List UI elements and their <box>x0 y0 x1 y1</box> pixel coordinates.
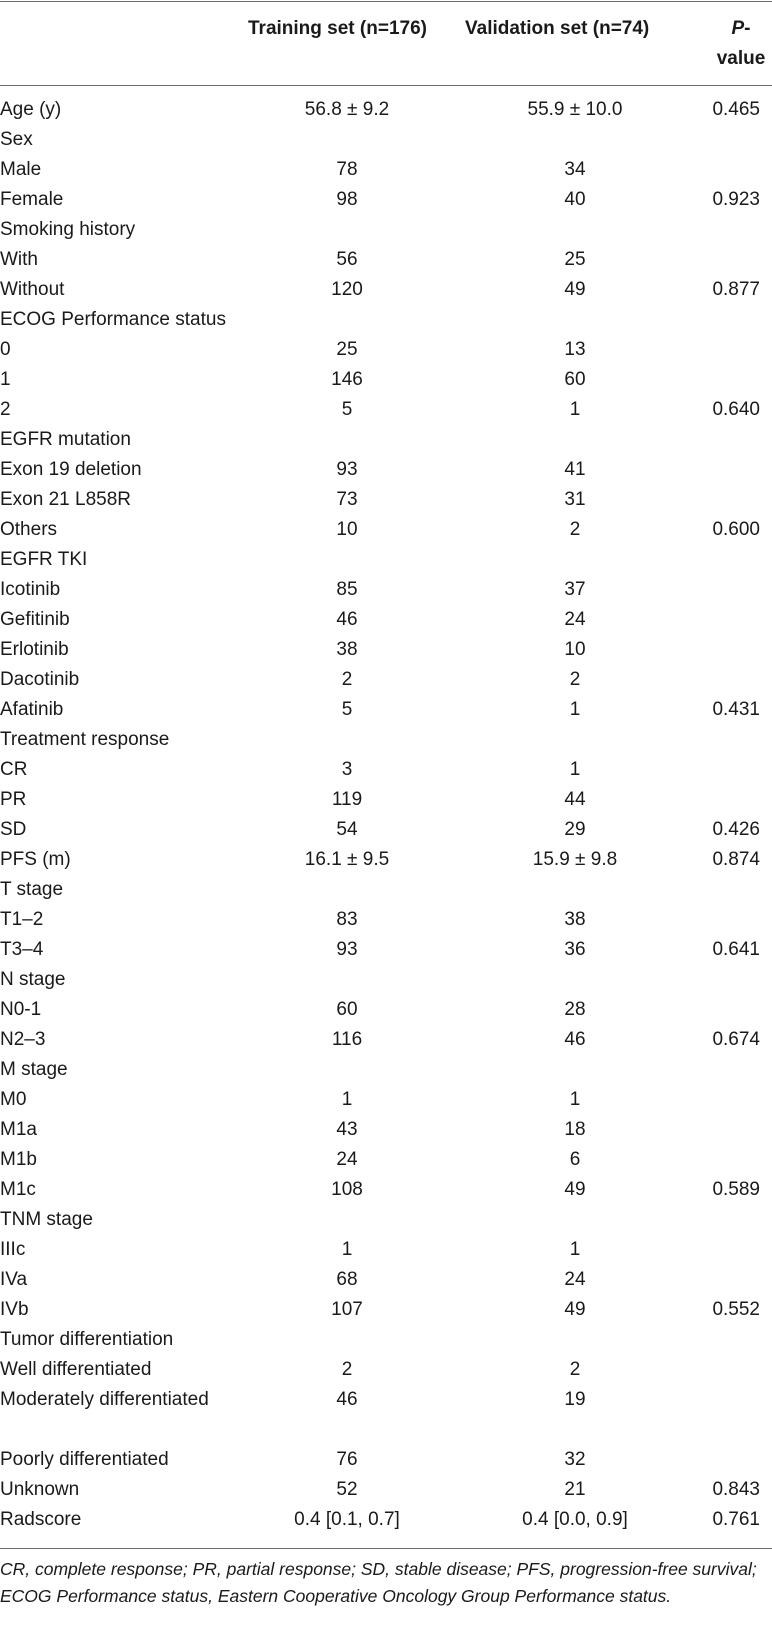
row-label: EGFR TKI <box>0 549 88 570</box>
validation-value: 24 <box>564 609 586 630</box>
validation-value: 49 <box>564 1299 586 1320</box>
table-row <box>0 845 772 875</box>
training-value: 43 <box>336 1119 358 1140</box>
validation-value: 2 <box>569 519 581 540</box>
row-label: Age (y) <box>0 99 62 120</box>
validation-value: 21 <box>564 1479 586 1500</box>
header-p-suffix: -value <box>716 18 766 69</box>
row-label: Without <box>0 279 65 300</box>
validation-value: 10 <box>564 639 586 660</box>
table-row <box>0 1085 772 1115</box>
row-label: N stage <box>0 969 66 990</box>
training-value: 146 <box>331 369 363 390</box>
training-value: 1 <box>341 1239 353 1260</box>
row-label: Smoking history <box>0 219 136 240</box>
table-row <box>0 365 772 395</box>
table-row <box>0 245 772 275</box>
training-value: 54 <box>336 819 358 840</box>
table-row <box>0 395 772 425</box>
training-value: 108 <box>331 1179 363 1200</box>
row-label: ECOG Performance status <box>0 309 226 330</box>
p-value: 0.552 <box>712 1299 760 1320</box>
row-label: Female <box>0 189 64 210</box>
table-row <box>0 125 772 155</box>
row-label: M1a <box>0 1119 37 1140</box>
training-value: 24 <box>336 1149 358 1170</box>
p-value: 0.426 <box>712 819 760 840</box>
table-row <box>0 275 772 305</box>
row-label: T stage <box>0 879 64 900</box>
training-value: 116 <box>331 1029 363 1050</box>
row-label: TNM stage <box>0 1209 93 1230</box>
row-label: Gefitinib <box>0 609 70 630</box>
row-label: M1c <box>0 1179 36 1200</box>
table-row <box>0 695 772 725</box>
validation-value: 1 <box>569 399 581 420</box>
p-value: 0.589 <box>712 1179 760 1200</box>
table-row <box>0 1145 772 1175</box>
row-label: Tumor differentiation <box>0 1329 174 1350</box>
training-value: 93 <box>336 459 358 480</box>
row-label: Erlotinib <box>0 639 69 660</box>
row-label: PR <box>0 789 27 810</box>
table-row <box>0 155 772 185</box>
validation-value: 2 <box>569 669 581 690</box>
table-row <box>0 605 772 635</box>
table-row <box>0 515 772 545</box>
training-value: 78 <box>336 159 358 180</box>
header-validation-set: Validation set (n=74) <box>465 18 650 39</box>
table-row <box>0 635 772 665</box>
row-label: IVb <box>0 1299 29 1320</box>
table-row <box>0 1325 772 1355</box>
training-value: 2 <box>341 669 353 690</box>
table-row <box>0 875 772 905</box>
row-label: 2 <box>0 399 11 420</box>
training-value: 120 <box>331 279 363 300</box>
table-row <box>0 935 772 965</box>
validation-value: 18 <box>564 1119 586 1140</box>
table-row <box>0 1445 772 1475</box>
p-value: 0.465 <box>712 99 760 120</box>
row-label: T1–2 <box>0 909 44 930</box>
row-label: N2–3 <box>0 1029 46 1050</box>
table-row <box>0 815 772 845</box>
training-value: 60 <box>336 999 358 1020</box>
table-row <box>0 1385 772 1445</box>
table-row <box>0 1475 772 1505</box>
table-row <box>0 665 772 695</box>
table-row <box>0 785 772 815</box>
row-label: Afatinib <box>0 699 64 720</box>
row-label: M0 <box>0 1089 27 1110</box>
validation-value: 13 <box>564 339 586 360</box>
training-value: 107 <box>331 1299 363 1320</box>
table-row <box>0 575 772 605</box>
table-row <box>0 425 772 455</box>
table-body <box>0 95 772 1535</box>
row-label: Poorly differentiated <box>0 1449 169 1470</box>
table-row <box>0 1025 772 1055</box>
validation-value: 24 <box>564 1269 586 1290</box>
table-row <box>0 1175 772 1205</box>
validation-value: 46 <box>564 1029 586 1050</box>
training-value: 16.1 ± 9.5 <box>304 849 390 870</box>
table-row <box>0 485 772 515</box>
table-header-rule <box>0 85 772 86</box>
p-value: 0.600 <box>712 519 760 540</box>
table-row <box>0 1265 772 1295</box>
training-value: 0.4 [0.1, 0.7] <box>294 1509 400 1530</box>
validation-value: 36 <box>564 939 586 960</box>
table-row <box>0 1295 772 1325</box>
table-row <box>0 725 772 755</box>
validation-value: 1 <box>569 1239 581 1260</box>
row-label: Exon 19 deletion <box>0 459 142 480</box>
row-label: Sex <box>0 129 33 150</box>
row-label: 0 <box>0 339 11 360</box>
table-row <box>0 1505 772 1535</box>
validation-value: 1 <box>569 1089 581 1110</box>
row-label: Dacotinib <box>0 669 80 690</box>
header-p-value <box>712 14 770 74</box>
p-value: 0.641 <box>712 939 760 960</box>
row-label: Others <box>0 519 58 540</box>
validation-value: 0.4 [0.0, 0.9] <box>522 1509 628 1530</box>
table-row <box>0 1205 772 1235</box>
table-row <box>0 215 772 245</box>
training-value: 1 <box>341 1089 353 1110</box>
validation-value: 28 <box>564 999 586 1020</box>
row-label: 1 <box>0 369 11 390</box>
training-value: 73 <box>336 489 358 510</box>
training-value: 5 <box>341 699 353 720</box>
validation-value: 29 <box>564 819 586 840</box>
row-label: Moderately differentiated <box>0 1389 209 1410</box>
validation-value: 1 <box>569 759 581 780</box>
row-label: T3–4 <box>0 939 44 960</box>
validation-value: 41 <box>564 459 586 480</box>
row-label: With <box>0 249 38 270</box>
validation-value: 34 <box>564 159 586 180</box>
table-row <box>0 995 772 1025</box>
training-value: 5 <box>341 399 353 420</box>
training-value: 56.8 ± 9.2 <box>304 99 390 120</box>
row-label: N0-1 <box>0 999 42 1020</box>
p-value: 0.674 <box>712 1029 760 1050</box>
training-value: 46 <box>336 1389 358 1410</box>
p-value: 0.761 <box>712 1509 760 1530</box>
validation-value: 19 <box>564 1389 586 1410</box>
training-value: 56 <box>336 249 358 270</box>
validation-value: 6 <box>569 1149 581 1170</box>
training-value: 83 <box>336 909 358 930</box>
training-value: 119 <box>331 789 363 810</box>
table-top-rule <box>0 1 772 2</box>
training-value: 38 <box>336 639 358 660</box>
validation-value: 49 <box>564 279 586 300</box>
validation-value: 2 <box>569 1359 581 1380</box>
validation-value: 15.9 ± 9.8 <box>532 849 618 870</box>
training-value: 25 <box>336 339 358 360</box>
table-row <box>0 1115 772 1145</box>
training-value: 2 <box>341 1359 353 1380</box>
training-value: 76 <box>336 1449 358 1470</box>
p-value: 0.877 <box>712 279 760 300</box>
table-row <box>0 1235 772 1265</box>
training-value: 3 <box>341 759 353 780</box>
table-row <box>0 1355 772 1385</box>
p-value: 0.640 <box>712 399 760 420</box>
validation-value: 1 <box>569 699 581 720</box>
p-value: 0.923 <box>712 189 760 210</box>
table-row <box>0 185 772 215</box>
table-row <box>0 755 772 785</box>
table-row <box>0 905 772 935</box>
training-value: 85 <box>336 579 358 600</box>
table-row <box>0 95 772 125</box>
row-label: Well differentiated <box>0 1359 152 1380</box>
training-value: 68 <box>336 1269 358 1290</box>
validation-value: 25 <box>564 249 586 270</box>
p-value: 0.843 <box>712 1479 760 1500</box>
row-label: PFS (m) <box>0 849 71 870</box>
training-value: 10 <box>336 519 358 540</box>
table-bottom-rule <box>0 1548 772 1549</box>
table-row <box>0 335 772 365</box>
validation-value: 32 <box>564 1449 586 1470</box>
row-label: Icotinib <box>0 579 61 600</box>
validation-value: 37 <box>564 579 586 600</box>
row-label: Radscore <box>0 1509 82 1530</box>
table-footnote: CR, complete response; PR, partial response; SD, stable disease; PFS, progression-free survival; ECOG Performance status, Eastern Cooperative Oncology Group Performance status. <box>0 1559 757 1606</box>
validation-value: 31 <box>564 489 586 510</box>
validation-value: 38 <box>564 909 586 930</box>
validation-value: 49 <box>564 1179 586 1200</box>
table-row <box>0 455 772 485</box>
row-label: Male <box>0 159 42 180</box>
header-p-letter: P <box>731 18 745 39</box>
row-label: EGFR mutation <box>0 429 131 450</box>
header-training-set: Training set (n=176) <box>248 18 427 39</box>
table-row <box>0 1055 772 1085</box>
training-value: 98 <box>336 189 358 210</box>
row-label: Treatment response <box>0 729 170 750</box>
table-row <box>0 305 772 335</box>
validation-value: 60 <box>564 369 586 390</box>
row-label: M1b <box>0 1149 37 1170</box>
validation-value: 44 <box>564 789 586 810</box>
row-label: Unknown <box>0 1479 80 1500</box>
row-label: M stage <box>0 1059 68 1080</box>
validation-value: 40 <box>564 189 586 210</box>
training-value: 93 <box>336 939 358 960</box>
row-label: IVa <box>0 1269 28 1290</box>
p-value: 0.874 <box>712 849 760 870</box>
validation-value: 55.9 ± 10.0 <box>527 99 623 120</box>
row-label: Exon 21 L858R <box>0 489 131 510</box>
p-value: 0.431 <box>712 699 760 720</box>
table-row <box>0 545 772 575</box>
row-label: IIIc <box>0 1239 26 1260</box>
table-row <box>0 965 772 995</box>
row-label: SD <box>0 819 27 840</box>
training-value: 52 <box>336 1479 358 1500</box>
training-value: 46 <box>336 609 358 630</box>
row-label: CR <box>0 759 28 780</box>
